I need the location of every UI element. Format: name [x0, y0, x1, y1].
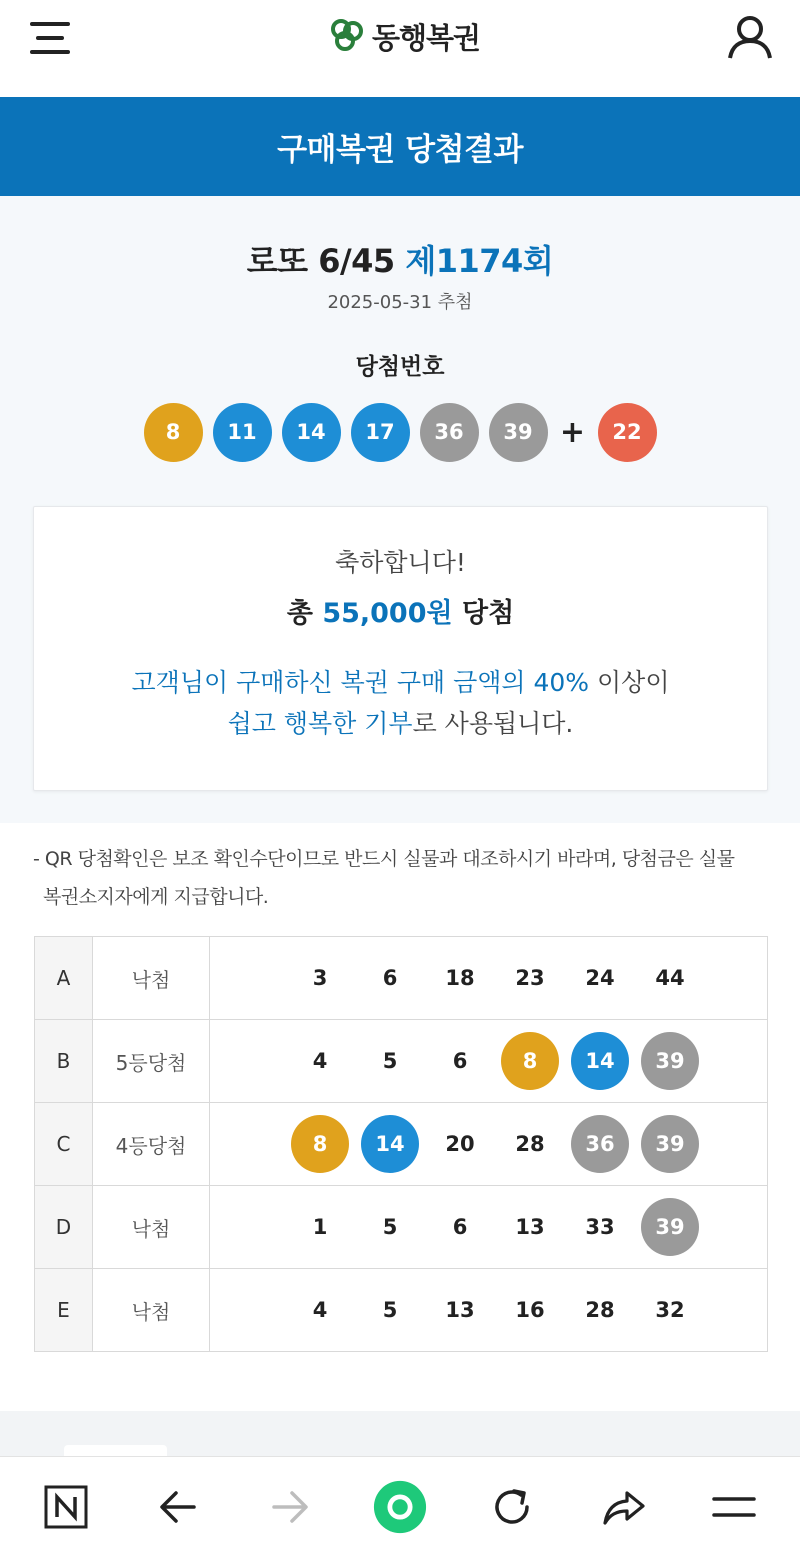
ticket-result: 4등당첨: [93, 1103, 210, 1186]
ticket-number: 20: [445, 1132, 475, 1156]
ticket-number: 16: [515, 1298, 545, 1322]
matched-number: 39: [641, 1198, 699, 1256]
refresh-icon[interactable]: [484, 1479, 540, 1535]
donate-rest-1: 이상이: [589, 668, 670, 697]
plus-sign: +: [559, 414, 586, 450]
share-icon[interactable]: [596, 1479, 652, 1535]
ticket-numbers: [210, 1020, 768, 1103]
draw-title: [0, 236, 800, 282]
donate-highlight-2: 쉽고 행복한 기부: [227, 709, 413, 738]
total-amount: 55,000원: [322, 598, 453, 629]
notice-text: [33, 840, 768, 916]
ticket-id: C: [35, 1103, 93, 1186]
ticket-number: 5: [382, 1049, 398, 1073]
app-header: [0, 0, 800, 97]
ticket-result: 5등당첨: [93, 1020, 210, 1103]
ticket-number: 28: [515, 1132, 545, 1156]
ticket-numbers: [210, 1103, 768, 1186]
ticket-number: 44: [655, 966, 685, 990]
matched-number: 8: [291, 1115, 349, 1173]
ticket-table: [34, 936, 768, 1352]
ticket-number: 5: [382, 1298, 398, 1322]
ticket-number: 3: [312, 966, 328, 990]
ticket-number: 5: [382, 1215, 398, 1239]
winning-ball: 39: [489, 403, 548, 462]
back-arrow-icon[interactable]: [150, 1479, 206, 1535]
logo[interactable]: [328, 16, 480, 56]
ticket-numbers: [210, 1186, 768, 1269]
donate-highlight-1: 고객님이 구매하신 복권 구매 금액의 40%: [131, 668, 590, 697]
ticket-number: 6: [452, 1215, 468, 1239]
ticket-number: 33: [585, 1215, 615, 1239]
notice-line-2: 복권소지자에게 지급합니다.: [43, 886, 269, 908]
winning-ball: 36: [420, 403, 479, 462]
result-card: [33, 506, 768, 791]
matched-number: 36: [571, 1115, 629, 1173]
ticket-id: D: [35, 1186, 93, 1269]
winning-ball: 14: [282, 403, 341, 462]
matched-number: 8: [501, 1032, 559, 1090]
donation-message: [34, 662, 767, 744]
ticket-number: 24: [585, 966, 615, 990]
forward-arrow-icon[interactable]: [262, 1479, 318, 1535]
winning-numbers-label: 당첨번호: [355, 354, 445, 380]
user-icon[interactable]: [726, 14, 774, 60]
table-row: [35, 937, 768, 1020]
table-row: [35, 1020, 768, 1103]
page-title: 구매복권 당첨결과: [277, 132, 523, 168]
winning-ball: 17: [351, 403, 410, 462]
ticket-number: 4: [312, 1298, 328, 1322]
ticket-number: 23: [515, 966, 545, 990]
table-row: [35, 1186, 768, 1269]
ticket-numbers: [210, 1269, 768, 1352]
clover-logo-icon: [328, 17, 366, 55]
draw-date: 2025-05-31 추첨: [327, 292, 473, 313]
matched-number: 39: [641, 1032, 699, 1090]
ticket-number: 13: [445, 1298, 475, 1322]
footer-strip: [0, 1411, 800, 1456]
ticket-result: 낙첨: [93, 1186, 210, 1269]
ticket-number: 6: [452, 1049, 468, 1073]
logo-text: 동행복권: [372, 20, 481, 55]
congrats-text: 축하합니다!: [335, 548, 466, 577]
notice-line-1: - QR 당첨확인은 보조 확인수단이므로 반드시 실물과 대조하시기 바라며, 당첨금은 실물: [33, 848, 735, 870]
matched-number: 39: [641, 1115, 699, 1173]
home-circle-icon[interactable]: [372, 1479, 428, 1535]
game-name: 로또 6/45: [246, 242, 395, 280]
ticket-id: A: [35, 937, 93, 1020]
matched-number: 14: [571, 1032, 629, 1090]
ticket-number: 1: [312, 1215, 328, 1239]
ticket-numbers: [210, 937, 768, 1020]
ticket-number: 6: [382, 966, 398, 990]
ticket-number: 13: [515, 1215, 545, 1239]
ticket-number: 4: [312, 1049, 328, 1073]
ticket-id: E: [35, 1269, 93, 1352]
page-title-bar: [0, 97, 800, 196]
ticket-result: 낙첨: [93, 937, 210, 1020]
winning-ball: 8: [144, 403, 203, 462]
draw-round: 제1174회: [405, 242, 554, 280]
table-row: [35, 1103, 768, 1186]
browser-toolbar: [0, 1456, 800, 1554]
matched-number: 14: [361, 1115, 419, 1173]
donate-rest-2: 로 사용됩니다.: [412, 709, 574, 738]
menu-icon[interactable]: [706, 1479, 762, 1535]
total-suffix: 당첨: [462, 598, 515, 629]
footer-tab[interactable]: [64, 1445, 167, 1456]
bonus-ball: 22: [598, 403, 657, 462]
winning-numbers: [0, 402, 800, 462]
naver-n-icon[interactable]: [38, 1479, 94, 1535]
ticket-number: 28: [585, 1298, 615, 1322]
ticket-number: 18: [445, 966, 475, 990]
ticket-number: 32: [655, 1298, 685, 1322]
winning-ball: 11: [213, 403, 272, 462]
total-prize: [34, 591, 767, 630]
total-prefix: 총: [286, 598, 313, 629]
ticket-result: 낙첨: [93, 1269, 210, 1352]
ticket-id: B: [35, 1020, 93, 1103]
hamburger-icon[interactable]: [30, 20, 74, 56]
table-row: [35, 1269, 768, 1352]
